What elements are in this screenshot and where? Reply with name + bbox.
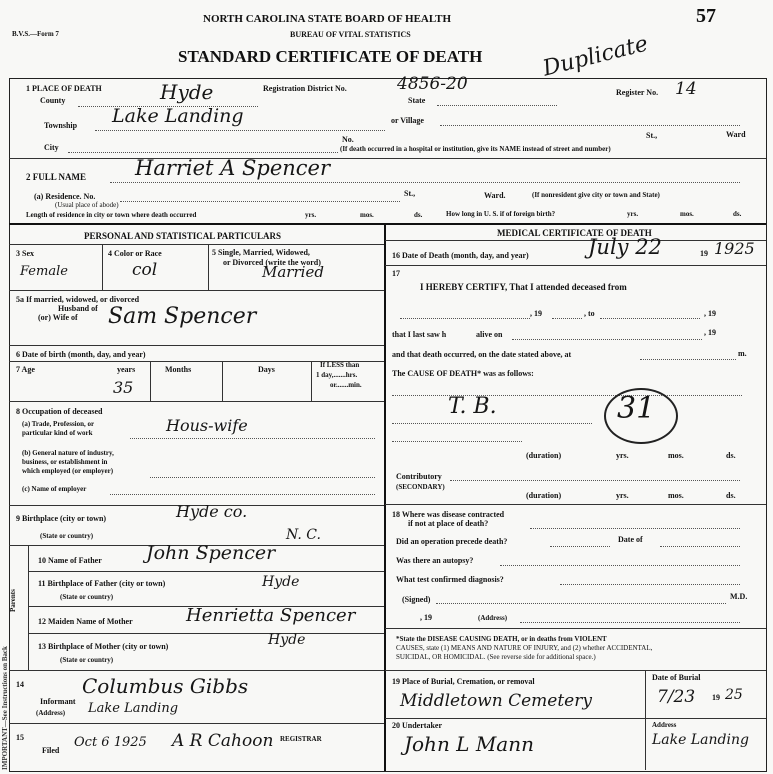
date-of-death-value: July 22 bbox=[588, 235, 662, 259]
state-label: State bbox=[408, 96, 426, 105]
secondary-label: (SECONDARY) bbox=[396, 483, 445, 491]
spouse-label-2: Husband of bbox=[58, 304, 98, 313]
employer-label: (c) Name of employer bbox=[22, 485, 87, 493]
cause-value: T. B. bbox=[448, 394, 497, 419]
autopsy-label: Was there an autopsy? bbox=[396, 556, 474, 565]
county-value: Hyde bbox=[160, 80, 214, 104]
days-label: Days bbox=[258, 365, 275, 374]
footnote-3: SUICIDAL, OR HOMICIDAL. (See reverse side for additional space.) bbox=[396, 653, 596, 661]
footnote-1: *State the DISEASE CAUSING DEATH, or in deaths from VIOLENT bbox=[396, 635, 607, 643]
months-label: Months bbox=[165, 365, 192, 374]
test-label: What test confirmed diagnosis? bbox=[396, 575, 504, 584]
duplicate-mark: Duplicate bbox=[540, 31, 651, 82]
nonresident-note: (If nonresident give city or town and State) bbox=[532, 191, 660, 199]
usual-place-note: (Usual place of abode) bbox=[55, 201, 119, 209]
date-of-death-label: 16 Date of Death (month, day, and year) bbox=[392, 251, 529, 260]
occupation-a-1: (a) Trade, Profession, or bbox=[22, 420, 95, 428]
sex-label: 3 Sex bbox=[16, 249, 34, 258]
age-label: 7 Age bbox=[16, 365, 35, 374]
father-birthplace-value: Hyde bbox=[262, 574, 300, 590]
register-label: Register No. bbox=[616, 88, 659, 97]
color-value: col bbox=[132, 260, 158, 280]
duration-1-yrs: yrs. bbox=[616, 451, 629, 460]
burial-place-value: Middletown Cemetery bbox=[400, 691, 592, 711]
undertaker-label: 20 Undertaker bbox=[392, 721, 442, 730]
mother-birthplace-value: Hyde bbox=[268, 632, 306, 648]
birthplace-value: Hyde co. bbox=[176, 502, 248, 521]
occupation-b-2: business, or establishment in bbox=[22, 458, 108, 466]
death-occurred-label: and that death occurred, on the date stated above, at bbox=[392, 350, 572, 359]
occupation-value: Hous-wife bbox=[166, 416, 248, 435]
from-19: , 19 bbox=[530, 309, 542, 318]
res-ward-label: Ward. bbox=[484, 191, 506, 200]
filed-number: 15 bbox=[16, 733, 24, 742]
undertaker-value: John L Mann bbox=[404, 732, 534, 756]
occupation-b-3: which employed (or employer) bbox=[22, 467, 114, 475]
less-label-3: or.......min. bbox=[330, 381, 362, 389]
informant-address-value: Lake Landing bbox=[88, 701, 179, 716]
informant-address-label: (Address) bbox=[36, 709, 66, 717]
burial-place-label: 19 Place of Burial, Cremation, or removal bbox=[392, 677, 535, 686]
to-19: , 19 bbox=[704, 309, 716, 318]
full-name-label: 2 FULL NAME bbox=[26, 172, 87, 182]
bureau-name: BUREAU OF VITAL STATISTICS bbox=[290, 30, 411, 39]
spouse-value: Sam Spencer bbox=[108, 304, 257, 329]
res-mos: mos. bbox=[360, 211, 374, 219]
dod-year: 1925 bbox=[714, 239, 755, 258]
filed-date: Oct 6 1925 bbox=[74, 735, 147, 750]
death-m: m. bbox=[738, 349, 747, 358]
signed-address-label: (Address) bbox=[478, 614, 508, 622]
res-yrs: yrs. bbox=[305, 211, 317, 219]
foreign-yrs: yrs. bbox=[627, 210, 639, 218]
cause-code-value: 31 bbox=[617, 391, 656, 426]
color-label: 4 Color or Race bbox=[108, 249, 162, 258]
birthplace-state-label: (State or country) bbox=[40, 532, 94, 540]
parents-side-label: Parents bbox=[9, 589, 17, 612]
duration-1-mos: mos. bbox=[668, 451, 684, 460]
md-label: M.D. bbox=[730, 592, 748, 601]
place-of-death-label: 1 PLACE OF DEATH bbox=[26, 84, 102, 93]
burial-date-label: Date of Burial bbox=[652, 673, 701, 682]
foreign-ds: ds. bbox=[733, 210, 742, 218]
years-label: years bbox=[117, 365, 136, 374]
dod-19: 19 bbox=[700, 249, 708, 258]
register-value: 14 bbox=[675, 79, 697, 99]
township-value: Lake Landing bbox=[112, 105, 244, 127]
marital-label-1: 5 Single, Married, Widowed, bbox=[212, 248, 310, 257]
board-name: NORTH CAROLINA STATE BOARD OF HEALTH bbox=[203, 13, 452, 25]
mother-birthplace-label: 13 Birthplace of Mother (city or town) bbox=[38, 642, 169, 651]
hospital-note: (If death occurred in a hospital or institution, give its NAME instead of street and number) bbox=[340, 145, 611, 153]
foreign-birth-label: How long in U. S. if of foreign birth? bbox=[446, 210, 556, 218]
alive-on-label: alive on bbox=[476, 330, 503, 339]
last-saw-label: that I last saw h bbox=[392, 330, 447, 339]
duration-1-ds: ds. bbox=[726, 451, 736, 460]
sex-value: Female bbox=[20, 264, 68, 279]
birthplace-label: 9 Birthplace (city or town) bbox=[16, 514, 107, 523]
q18-label-2: if not at place of death? bbox=[408, 519, 489, 528]
margin-instruction: IMPORTANT—See Instructions on Back bbox=[1, 646, 9, 770]
length-residence-label: Length of residence in city or town where death occurred bbox=[26, 211, 197, 219]
foreign-mos: mos. bbox=[680, 210, 694, 218]
mother-value: Henrietta Spencer bbox=[186, 605, 356, 626]
duration-1: (duration) bbox=[526, 451, 562, 460]
burial-year: 25 bbox=[725, 687, 743, 703]
less-label-2: 1 day,.......hrs. bbox=[316, 371, 358, 379]
father-label: 10 Name of Father bbox=[38, 556, 102, 565]
page-number: 57 bbox=[696, 5, 716, 27]
county-label: County bbox=[40, 96, 66, 105]
alive-19: , 19 bbox=[704, 328, 716, 337]
form-id: B.V.S.—Form 7 bbox=[12, 30, 59, 38]
informant-label: Informant bbox=[40, 697, 76, 706]
to-label: , to bbox=[584, 309, 595, 318]
reg-district-label: Registration District No. bbox=[263, 84, 347, 93]
certify-line: I HEREBY CERTIFY, That I attended deceased from bbox=[420, 282, 627, 292]
less-label-1: If LESS than bbox=[320, 361, 360, 369]
contributory-label: Contributory bbox=[396, 472, 442, 481]
village-label: or Village bbox=[391, 116, 424, 125]
spouse-label-1: 5a If married, widowed, or divorced bbox=[16, 295, 140, 304]
age-value: 35 bbox=[113, 378, 134, 397]
occupation-a-2: particular kind of work bbox=[22, 429, 93, 437]
city-label: City bbox=[44, 143, 59, 152]
burial-19: 19 bbox=[712, 693, 720, 702]
personal-section-title: PERSONAL AND STATISTICAL PARTICULARS bbox=[84, 231, 281, 241]
residence-label: (a) Residence. No. bbox=[34, 192, 96, 201]
res-st-label: St., bbox=[404, 189, 416, 198]
ward-label: Ward bbox=[726, 130, 746, 139]
duration-2-mos: mos. bbox=[668, 491, 684, 500]
dob-label: 6 Date of birth (month, day, and year) bbox=[16, 350, 146, 359]
no-label: No. bbox=[342, 135, 354, 144]
q18-label-1: 18 Where was disease contracted bbox=[392, 510, 505, 519]
duration-2: (duration) bbox=[526, 491, 562, 500]
birthplace-state-value: N. C. bbox=[286, 527, 321, 543]
certificate-title: STANDARD CERTIFICATE OF DEATH bbox=[178, 47, 483, 66]
township-label: Township bbox=[44, 121, 78, 130]
marital-label-2: or Divorced (write the word) bbox=[223, 258, 321, 267]
father-birthplace-state: (State or country) bbox=[60, 593, 114, 601]
marital-value: Married bbox=[262, 263, 324, 281]
registrar-value: A R Cahoon bbox=[172, 731, 274, 751]
cause-label: The CAUSE OF DEATH* was as follows: bbox=[392, 369, 534, 378]
duration-2-ds: ds. bbox=[726, 491, 736, 500]
filed-label: Filed bbox=[42, 746, 60, 755]
occupation-b-1: (b) General nature of industry, bbox=[22, 449, 114, 457]
burial-date-value: 7/23 bbox=[657, 687, 696, 707]
res-ds: ds. bbox=[414, 211, 423, 219]
st-label: St., bbox=[646, 131, 658, 140]
undertaker-address-value: Lake Landing bbox=[652, 732, 749, 748]
spouse-label-3: (or) Wife of bbox=[38, 313, 78, 322]
occupation-label: 8 Occupation of deceased bbox=[16, 407, 103, 416]
operation-label: Did an operation precede death? bbox=[396, 537, 508, 546]
father-value: John Spencer bbox=[146, 542, 276, 564]
signed-19: , 19 bbox=[420, 613, 432, 622]
signed-label: (Signed) bbox=[402, 595, 431, 604]
undertaker-address-label: Address bbox=[652, 721, 677, 729]
reg-district-value: 4856-20 bbox=[397, 74, 468, 94]
date-of-label: Date of bbox=[618, 535, 643, 544]
mother-label: 12 Maiden Name of Mother bbox=[38, 617, 133, 626]
medical-section-title: MEDICAL CERTIFICATE OF DEATH bbox=[497, 228, 652, 238]
mother-birthplace-state: (State or country) bbox=[60, 656, 114, 664]
father-birthplace-label: 11 Birthplace of Father (city or town) bbox=[38, 579, 166, 588]
duration-2-yrs: yrs. bbox=[616, 491, 629, 500]
informant-value: Columbus Gibbs bbox=[82, 674, 249, 698]
footnote-2: CAUSES, state (1) MEANS AND NATURE OF INJURY, and (2) whether ACCIDENTAL, bbox=[396, 644, 653, 652]
item-17: 17 bbox=[392, 269, 400, 278]
full-name-value: Harriet A Spencer bbox=[135, 156, 331, 180]
informant-number: 14 bbox=[16, 680, 24, 689]
registrar-label: REGISTRAR bbox=[280, 735, 322, 743]
